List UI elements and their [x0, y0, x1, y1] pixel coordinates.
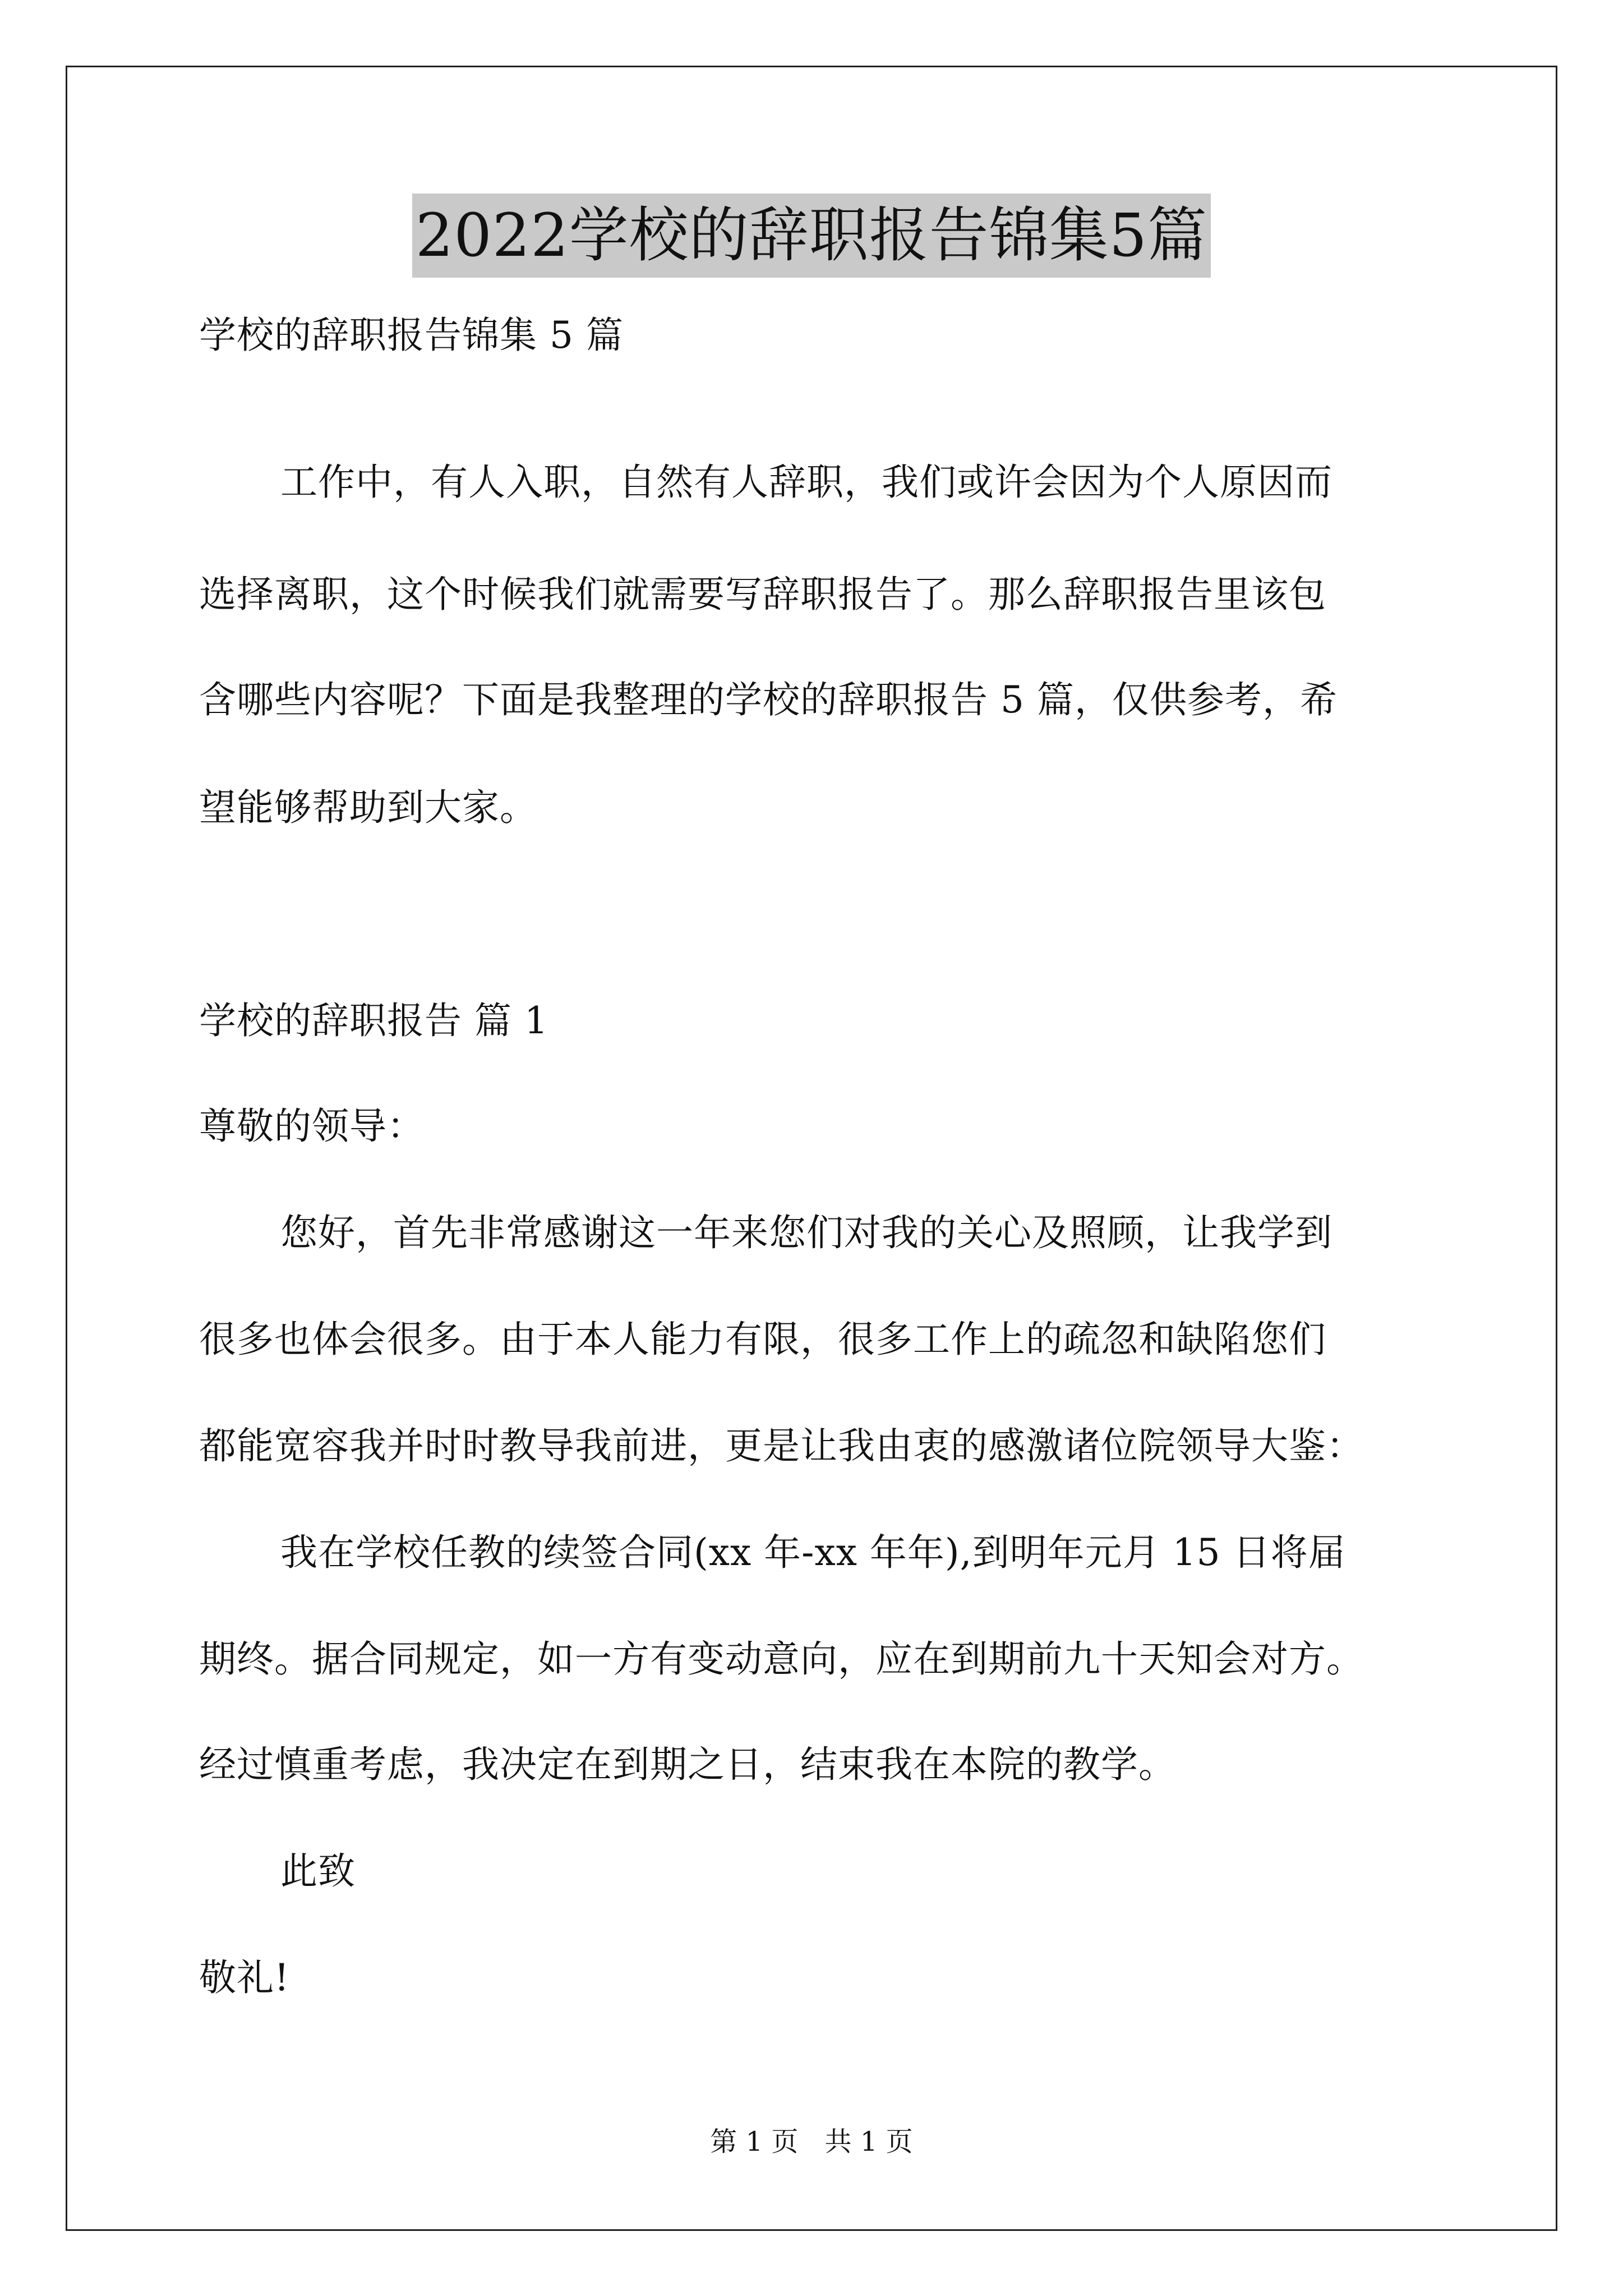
page-number: 第 1 页 [710, 2126, 799, 2157]
paragraph-line: 都能宽容我并时时教导我前进，更是让我由衷的感激诸位院领导大鉴： [199, 1424, 1364, 1467]
page-total: 共 1 页 [824, 2126, 913, 2157]
intro-line: 选择离职，这个时候我们就需要写辞职报告了。那么辞职报告里该包 [199, 573, 1326, 616]
paragraph-line: 您好，首先非常感谢这一年来您们对我的关心及照顾，让我学到 [280, 1211, 1332, 1254]
paragraph-line: 我在学校任教的续签合同(xx 年-xx 年年),到明年元月 15 日将届 [280, 1531, 1346, 1574]
salutation: 尊敬的领导： [199, 1105, 425, 1148]
closing-line: 敬礼! [199, 1956, 290, 1999]
document-title: 2022学校的辞职报告锦集5篇 [412, 194, 1211, 278]
paragraph-line: 期终。据合同规定，如一方有变动意向，应在到期前九十天知会对方。 [199, 1637, 1364, 1681]
paragraph-line: 很多也体会很多。由于本人能力有限，很多工作上的疏忽和缺陷您们 [199, 1318, 1326, 1361]
document-subtitle: 学校的辞职报告锦集 5 篇 [199, 314, 624, 357]
intro-line: 含哪些内容呢？下面是我整理的学校的辞职报告 5 篇，仅供参考，希 [199, 678, 1338, 721]
paragraph-line: 经过慎重考虑，我决定在到期之日，结束我在本院的教学。 [199, 1743, 1176, 1786]
intro-line: 望能够帮助到大家。 [199, 786, 537, 829]
intro-line: 工作中，有人入职，自然有人辞职，我们或许会因为个人原因而 [280, 461, 1332, 504]
title-container [0, 194, 1623, 278]
closing-line: 此致 [280, 1849, 356, 1893]
section-heading: 学校的辞职报告 篇 1 [199, 999, 548, 1042]
page-footer [0, 2125, 1623, 2159]
